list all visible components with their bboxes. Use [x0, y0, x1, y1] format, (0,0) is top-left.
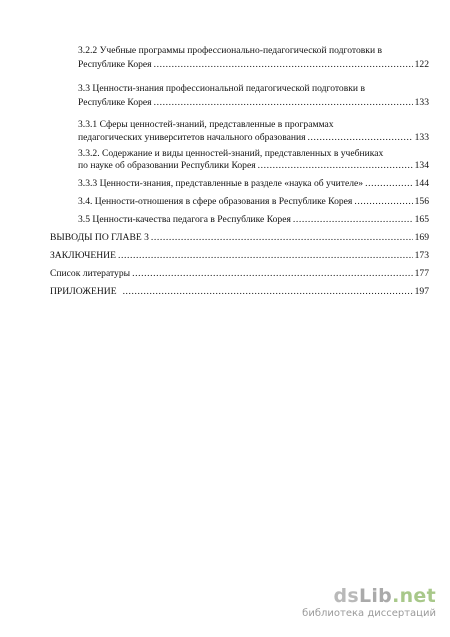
toc-entry-text: ПРИЛОЖЕНИЕ — [50, 286, 117, 297]
toc-page-number: 134 — [414, 160, 429, 171]
toc-entry-text: педагогических университетов начального образования — [78, 132, 306, 143]
toc-entry-text: Республике Корея — [78, 59, 152, 70]
toc-entry-text: ЗАКЛЮЧЕНИЕ — [50, 250, 116, 261]
toc-entry-line — [78, 97, 429, 109]
toc-entry-line — [78, 132, 429, 144]
toc-entry-line — [78, 178, 429, 190]
toc-leader-dots — [154, 97, 413, 109]
toc-page-number: 165 — [414, 214, 429, 225]
toc-entry-text: по науке об образовании Республики Корея — [78, 160, 256, 171]
toc-leader-dots — [123, 286, 413, 298]
logo-net-text: .net — [392, 585, 436, 607]
dslib-logo — [333, 585, 436, 607]
watermark-subtitle: библиотека диссертаций — [302, 608, 436, 619]
toc-entry-line — [78, 160, 429, 172]
toc-leader-dots — [258, 160, 413, 172]
toc-entry-line — [78, 119, 429, 131]
toc-leader-dots — [365, 178, 413, 190]
toc-leader-dots — [154, 59, 413, 71]
toc-entry-text: 3.3.2. Содержание и виды ценностей-знаний, представленных в учебниках — [78, 148, 384, 159]
toc-entry-line — [78, 148, 429, 160]
toc-page-number: 156 — [414, 196, 429, 207]
dslib-watermark — [302, 585, 436, 625]
toc-entry-line — [50, 232, 429, 244]
toc-entry-text: 3.3.1 Сферы ценностей-знаний, представленные в программах — [78, 119, 334, 130]
toc-entry-text: ВЫВОДЫ ПО ГЛАВЕ 3 — [50, 232, 149, 243]
toc-page-number: 133 — [414, 132, 429, 143]
toc-leader-dots — [118, 250, 413, 262]
toc-entry-text: 3.2.2 Учебные программы профессионально-педагогической подготовки в — [78, 45, 383, 56]
toc-entry-line — [78, 45, 429, 57]
toc-page-number: 133 — [414, 97, 429, 108]
toc-leader-dots — [308, 132, 413, 144]
toc-page-number: 122 — [414, 59, 429, 70]
toc-entry-line — [50, 250, 429, 262]
toc-page-number: 173 — [414, 250, 429, 261]
toc-page-number: 169 — [414, 232, 429, 243]
toc-leader-dots — [151, 232, 413, 244]
toc-entry-text: 3.3 Ценности-знания профессиональной педагогической подготовки в — [78, 83, 365, 94]
logo-ds-text: ds — [333, 585, 359, 607]
toc-leader-dots — [132, 268, 413, 280]
toc-entry-text: 3.4. Ценности-отношения в сфере образования в Республике Корея — [78, 196, 353, 207]
toc-leader-dots — [293, 214, 413, 226]
toc-page-number: 197 — [414, 286, 429, 297]
toc-leader-dots — [354, 196, 412, 208]
toc-entry-line — [78, 83, 429, 95]
toc-entry-line — [50, 268, 429, 280]
toc-entry-line — [78, 196, 429, 208]
toc-entry-line — [78, 59, 429, 71]
toc-entry-text: 3.3.3 Ценности-знания, представленные в разделе «наука об учителе» — [78, 178, 364, 189]
toc-entry-text: 3.5 Ценности-качества педагога в Республике Корея — [78, 214, 291, 225]
toc-entry-text: Республике Корея — [78, 97, 152, 108]
toc-entry-line — [78, 214, 429, 226]
toc-page-number: 177 — [414, 268, 429, 279]
toc-entry-line — [50, 286, 429, 298]
toc-page-number: 144 — [414, 178, 429, 189]
toc-entry-text: Список литературы — [50, 268, 131, 279]
logo-lib-text: Lib — [358, 585, 393, 607]
